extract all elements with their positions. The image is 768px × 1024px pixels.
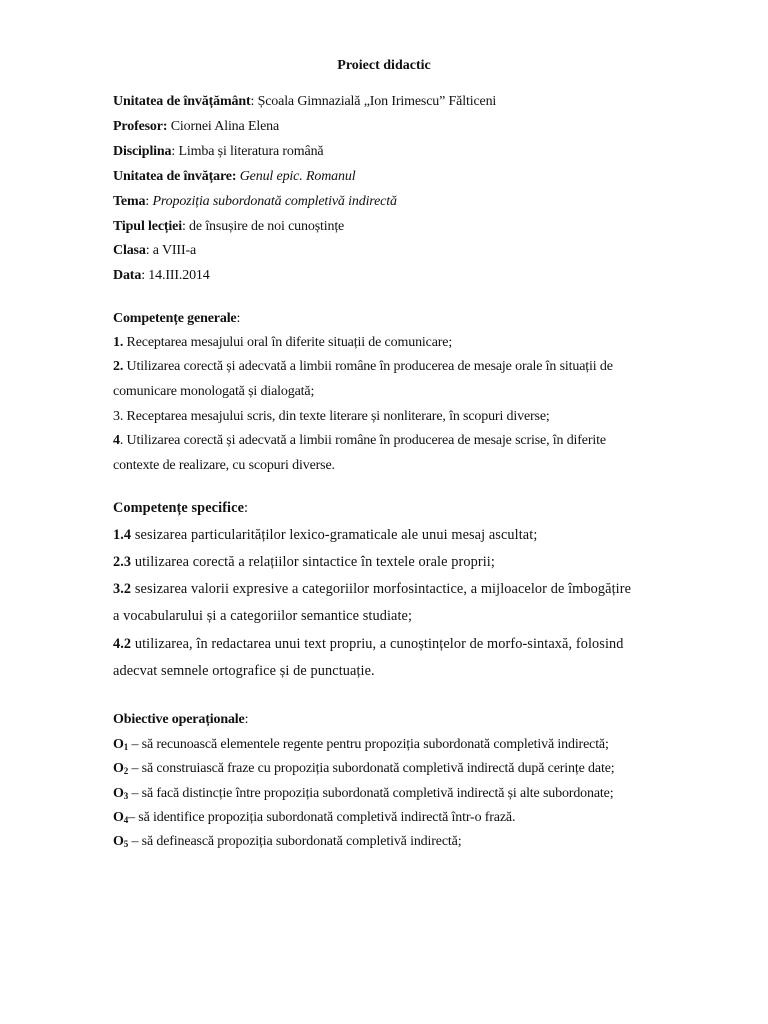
- competenta-generala-2-text: Utilizarea corectă și adecvată a limbii române în producerea de mesaje orale în situații de: [123, 359, 613, 374]
- competenta-generala-1-num: 1.: [113, 335, 124, 350]
- competenta-specifica-4-text: utilizarea, în redactarea unui text propriu, a cunoștințelor de morfo-sintaxă, folosind: [131, 636, 624, 652]
- disciplina-line: [113, 144, 323, 160]
- obiective-heading-text: Obiective operaționale: [113, 712, 245, 727]
- unitate-label: Unitatea de învățământ: [113, 94, 251, 109]
- competente-specifice-colon: :: [244, 500, 249, 516]
- obiectiv-3: [113, 786, 613, 802]
- clasa-value: : a VIII-a: [145, 243, 197, 258]
- unitate-invatare-label: Unitatea de învățare:: [113, 169, 237, 184]
- competente-generale-heading-text: Competențe generale: [113, 311, 237, 326]
- disciplina-label: Disciplina: [113, 144, 172, 159]
- competenta-specifica-2: [113, 554, 495, 571]
- tipul-label: Tipul lecției: [113, 219, 182, 234]
- obiectiv-2-text: – să construiască fraze cu propoziția subordonată completivă indirectă după cerințe date;: [128, 761, 615, 776]
- competenta-generala-3-text: . Receptarea mesajului scris, din texte literare și nonliterare, în scopuri diverse;: [119, 409, 550, 424]
- competenta-specifica-4-cont: adecvat semnele ortografice și de punctuație.: [113, 663, 375, 679]
- obiective-colon: :: [244, 712, 249, 727]
- tipul-value: : de însușire de noi cunoștințe: [181, 219, 345, 234]
- competenta-specifica-3-num: 3.2: [113, 581, 132, 597]
- clasa-line: [113, 243, 196, 259]
- competenta-generala-1: [113, 335, 452, 351]
- competenta-generala-4-text: . Utilizarea corectă și adecvată a limbii române în producerea de mesaje scrise, în diferite: [119, 433, 606, 448]
- competenta-specifica-4: [113, 636, 624, 653]
- tema-value: Propoziția subordonată completivă indirectă: [152, 194, 397, 209]
- profesor-label: Profesor:: [113, 119, 168, 134]
- competenta-specifica-3-cont: a vocabularului și a categoriilor semantice studiate;: [113, 608, 413, 624]
- competenta-specifica-2-text: utilizarea corectă a relațiilor sintactice în textele orale proprii;: [131, 554, 495, 570]
- competenta-generala-1-text: Receptarea mesajului oral în diferite situații de comunicare;: [123, 335, 453, 350]
- page-title: Proiect didactic: [337, 58, 431, 73]
- data-value: : 14.III.2014: [141, 268, 210, 283]
- competenta-specifica-1-num: 1.4: [113, 527, 132, 543]
- competenta-specifica-1-text: sesizarea particularităților lexico-gramaticale ale unui mesaj ascultat;: [131, 527, 538, 543]
- data-label: Data: [113, 268, 142, 283]
- obiectiv-5-code: $O_5$: [113, 834, 129, 849]
- obiectiv-4-code: $O_4$: [113, 810, 129, 825]
- competenta-generala-2: [113, 359, 613, 375]
- competenta-specifica-4-num: 4.2: [113, 636, 132, 652]
- competenta-generala-2-cont: comunicare monologată și dialogată;: [113, 384, 315, 399]
- data-line: [113, 268, 210, 284]
- competenta-specifica-3: [113, 581, 631, 598]
- competenta-generala-3-num: 3: [113, 409, 120, 424]
- tema-line: [113, 194, 397, 210]
- obiectiv-2: [113, 761, 615, 777]
- obiectiv-1-text: – să recunoască elementele regente pentru propoziția subordonată completivă indirectă;: [128, 737, 609, 752]
- competenta-generala-4-cont: contexte de realizare, cu scopuri diverse.: [113, 458, 335, 473]
- competente-specifice-heading-text: Competențe specifice: [113, 500, 245, 516]
- competenta-specifica-2-num: 2.3: [113, 554, 132, 570]
- unitate-invatare-value: Genul epic. Romanul: [236, 169, 356, 184]
- competente-specifice-heading: [113, 500, 248, 517]
- competenta-generala-4-num: 4: [113, 433, 120, 448]
- profesor-line: [113, 119, 279, 135]
- competenta-generala-3: [113, 409, 550, 425]
- profesor-value: Ciornei Alina Elena: [167, 119, 280, 134]
- competente-generale-colon: :: [236, 311, 241, 326]
- disciplina-value: : Limba și literatura română: [171, 144, 324, 159]
- competente-generale-heading: [113, 311, 240, 327]
- competenta-specifica-3-text: sesizarea valorii expresive a categoriilor morfosintactice, a mijloacelor de îmbogățire: [131, 581, 632, 597]
- competenta-specifica-1: [113, 527, 537, 544]
- obiectiv-3-code: $O_3$: [113, 786, 129, 801]
- tema-colon: :: [145, 194, 153, 209]
- competenta-generala-4: [113, 433, 606, 449]
- obiectiv-4: [113, 810, 515, 826]
- obiectiv-1-code: $O_1$: [113, 737, 129, 752]
- unitate-line: [113, 94, 496, 110]
- unitate-value: : Școala Gimnazială „Ion Irimescu” Fălticeni: [250, 94, 497, 109]
- obiectiv-2-code: $O_2$: [113, 761, 129, 776]
- tema-label: Tema: [113, 194, 146, 209]
- clasa-label: Clasa: [113, 243, 146, 258]
- obiectiv-3-text: – să facă distincție între propoziția subordonată completivă indirectă și alte subordonate;: [128, 786, 614, 801]
- obiectiv-1: [113, 737, 609, 753]
- obiectiv-4-text: – să identifice propoziția subordonată completivă indirectă într-o frază.: [128, 810, 516, 825]
- obiective-heading: [113, 712, 248, 728]
- obiectiv-5-text: – să definească propoziția subordonată completivă indirectă;: [128, 834, 462, 849]
- competenta-generala-2-num: 2.: [113, 359, 124, 374]
- unitate-invatare-line: [113, 169, 355, 185]
- obiectiv-5: [113, 834, 461, 850]
- tipul-line: [113, 219, 344, 235]
